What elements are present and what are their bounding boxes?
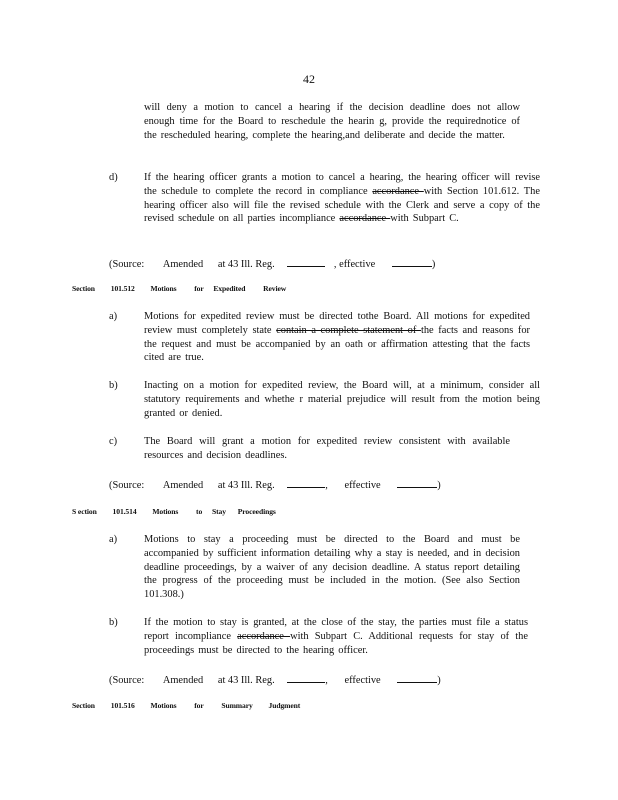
s514-b-label: b) (109, 617, 118, 628)
s514-b-deleted: accordance (237, 630, 291, 642)
section-number: 101.512 (110, 284, 135, 293)
s512-a-paragraph (144, 310, 530, 365)
source-close: ) (437, 675, 441, 686)
item-d-label: d) (109, 172, 118, 183)
effective-date-blank (397, 477, 437, 488)
section-word-4: Judgment (268, 701, 301, 710)
source-label: (Source: (109, 675, 145, 686)
s514-a-paragraph: Motions to stay a proceeding must be directed to the Board and must be accompanied by sufficient information detailing why a stay is needed, and in decision deadline proceedings, by a waiver of any decision deadline. A status report detailing the progress of the proceeding must be included in the motion. (See also Section 101.308.) (144, 534, 520, 601)
section-label: Section (72, 701, 95, 710)
source-amended: Amended (162, 259, 204, 270)
source-close: ) (431, 259, 436, 270)
s514-b-text-1: If the motion to stay is granted, at the close of the stay, the parties must file a status report in (144, 617, 528, 642)
s512-c-paragraph: The Board will grant a motion for expedited review consistent with available resources and decision deadlines. (144, 436, 510, 461)
source-label: (Source: (109, 480, 145, 491)
item-d-text-4: compliance (287, 213, 340, 225)
s512-a-text-2: the facts and reasons for the request and must be accompanied by an oath or affirmation attesting that the facts cited are true. (144, 324, 530, 364)
section-101-516-heading (72, 701, 300, 710)
section-word-3: Summary (221, 701, 253, 710)
section-word-1: Motions (150, 701, 177, 710)
source-line-2 (109, 477, 441, 493)
register-blank (287, 256, 325, 267)
source-line-3 (109, 672, 441, 688)
section-number: 101.514 (112, 507, 137, 516)
s512-b-paragraph: Inacting on a motion for expedited review, the Board will, at a minimum, consider all statutory requirements and whethe r material prejudice will result from the motion being granted or denied. (144, 380, 540, 419)
register-blank (287, 477, 325, 488)
page-number: 42 (303, 72, 315, 86)
section-label: S ection (72, 507, 97, 516)
source-reg: at 43 Ill. Reg. (217, 480, 275, 491)
source-line-1 (109, 256, 435, 272)
s514-b-text-2: compliance (183, 630, 238, 642)
item-d-paragraph (144, 171, 540, 226)
effective-date-blank (392, 256, 432, 267)
s512-b-label: b) (109, 380, 118, 391)
section-101-514-heading (72, 507, 276, 516)
item-d-text-2: ompliance (324, 185, 373, 197)
continuation-paragraph: will deny a motion to cancel a hearing if the decision deadline does not allow enough time for the Board to reschedule the hearin g, provide the requirednotice of the rescheduled hearing, complete the hearing,and deliberate and decide the matter. (144, 102, 520, 141)
s514-a-label: a) (109, 534, 118, 545)
section-101-512-heading (72, 284, 286, 293)
item-d-text-3: with Section 101.612. The hearing officer also will file the revised schedule with the Clerk and serve a copy of the revised schedule on all parties in (144, 185, 540, 225)
section-word-4: Proceedings (237, 507, 276, 516)
s512-a-label: a) (109, 311, 118, 322)
item-d-text-1: If the hearing officer grants a motion to cancel a hearing, the hearing officer will revise the schedule to complete the record in c (144, 172, 540, 197)
section-word-4: Review (263, 284, 287, 293)
s514-b-paragraph (144, 616, 528, 657)
section-number: 101.516 (110, 701, 135, 710)
source-amended: Amended (162, 480, 204, 491)
effective-date-blank (397, 672, 437, 683)
section-word-3: Stay (212, 507, 226, 516)
source-effective: effective (344, 675, 381, 686)
source-close: ) (437, 480, 441, 491)
source-reg: at 43 Ill. Reg. (217, 259, 275, 270)
source-effective: effective (344, 480, 381, 491)
section-word-1: Motions (150, 284, 177, 293)
source-comma: , (325, 675, 328, 686)
section-label: Section (72, 284, 95, 293)
item-d-text-5: with Subpart C. (390, 213, 459, 225)
section-word-2: for (194, 701, 204, 710)
section-word-3: Expedited (213, 284, 246, 293)
s512-c-label: c) (109, 436, 118, 447)
register-blank (287, 672, 325, 683)
item-d-deleted-1: accordance (372, 185, 424, 197)
section-word-2: for (194, 284, 204, 293)
source-amended: Amended (162, 675, 204, 686)
item-d-deleted-2: accordance (339, 213, 391, 225)
s512-a-deleted: contain a complete statement of (276, 324, 421, 336)
source-reg: at 43 Ill. Reg. (217, 675, 275, 686)
s514-b-text-3: with Subpart C. Additional requests for stay of the proceedings must be directed to the hearing officer. (144, 630, 528, 656)
source-effective: , effective (333, 259, 376, 270)
source-comma: , (325, 480, 328, 491)
section-word-2: to (196, 507, 203, 516)
section-word-1: Motions (152, 507, 179, 516)
source-label: (Source: (109, 259, 145, 270)
s512-a-text-1: Motions for expedited review must be directed tothe Board. All motions for expedited review must completely state (144, 311, 530, 336)
